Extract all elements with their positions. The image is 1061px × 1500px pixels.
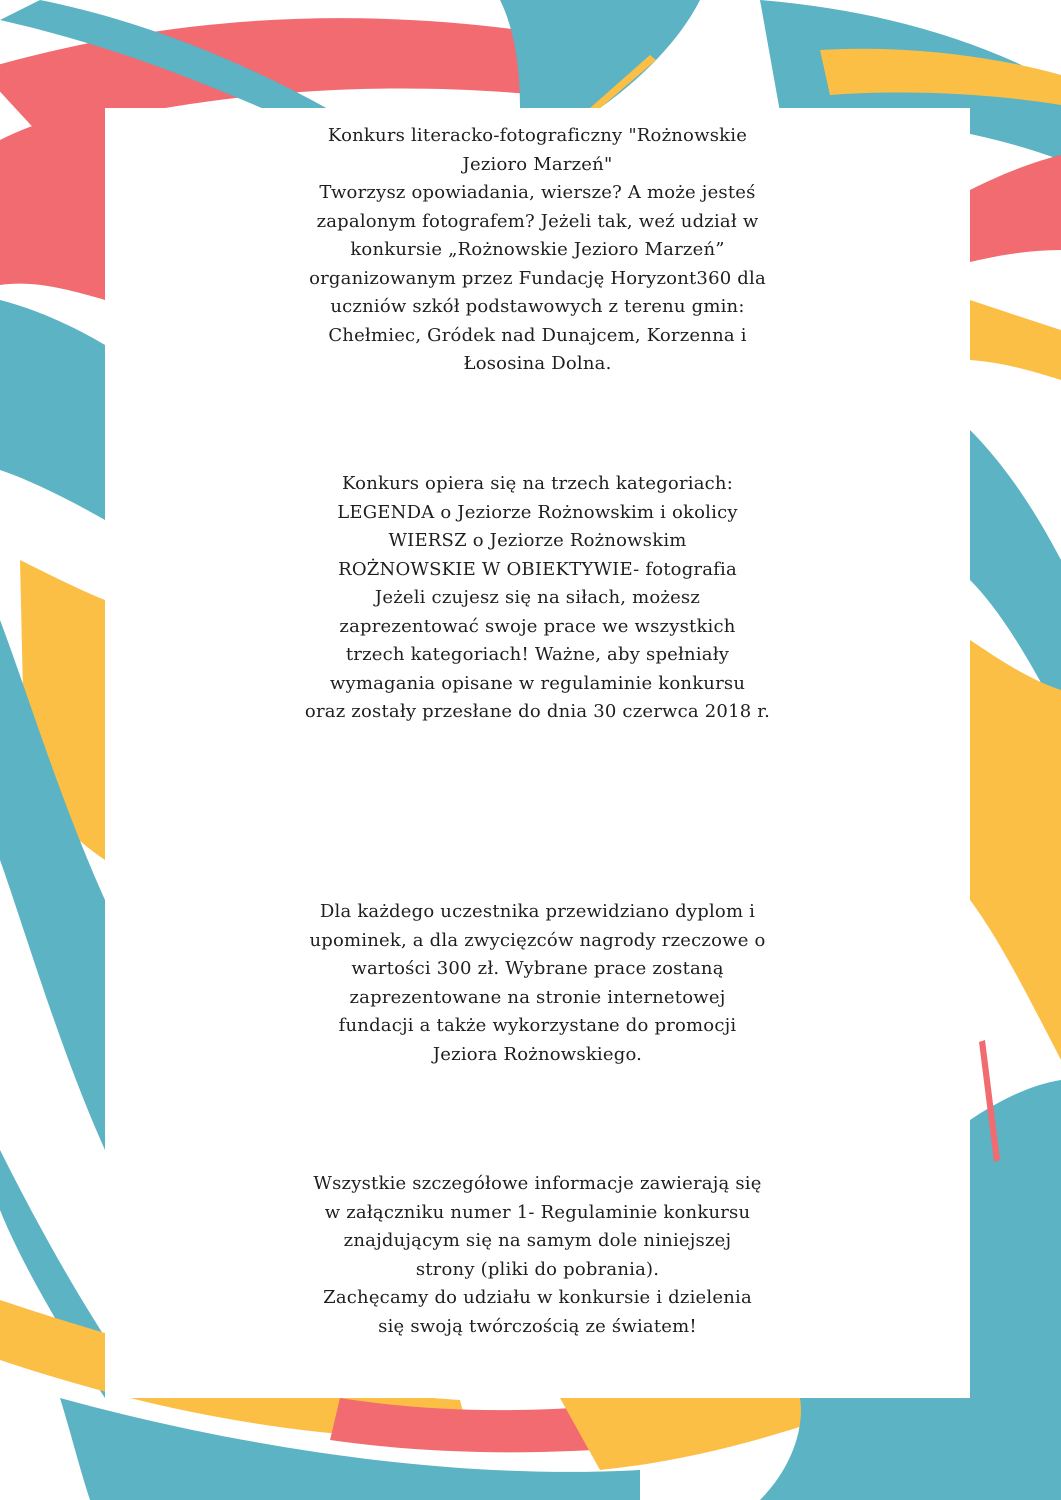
details-line: Wszystkie szczegółowe informacje zawierają się xyxy=(313,1173,762,1194)
categories-line: trzech kategoriach! Ważne, aby spełniały xyxy=(345,644,730,665)
yellow-stroke-right-upper xyxy=(970,300,1061,380)
intro-line: zapalonym fotografem? Jeżeli tak, weź udział w xyxy=(316,210,759,232)
yellow-stroke-right xyxy=(970,640,1061,1060)
categories-line: Konkurs opiera się na trzech kategoriach: xyxy=(342,473,733,494)
prizes-line: fundacji a także wykorzystane do promocji xyxy=(338,1015,737,1036)
intro-line: uczniów szkół podstawowych z terenu gmin: xyxy=(330,296,745,317)
details-paragraph xyxy=(105,1170,970,1341)
prizes-paragraph xyxy=(105,898,970,1069)
intro-title-line: Konkurs literacko-fotograficzny "Rożnowskie xyxy=(327,125,748,146)
coral-stroke-left xyxy=(0,112,105,300)
details-line: strony (pliki do pobrania). xyxy=(415,1258,660,1280)
intro-line: organizowanym przez Fundację Horyzont360 dla xyxy=(309,267,766,289)
intro-line: Łososina Dolna. xyxy=(463,353,612,374)
prizes-line: zaprezentowane na stronie internetowej xyxy=(349,986,726,1008)
intro-line: konkursie „Rożnowskie Jezioro Marzeń” xyxy=(350,239,725,260)
content-panel xyxy=(105,108,970,1398)
categories-line: zaprezentować swoje prace we wszystkich xyxy=(339,615,736,637)
categories-paragraph xyxy=(105,470,970,727)
details-line: Zachęcamy do udziału w konkursie i dzielenia xyxy=(323,1287,752,1308)
details-line: się swoją twórczością ze światem! xyxy=(378,1315,697,1337)
categories-line: LEGENDA o Jeziorze Rożnowskim i okolicy xyxy=(337,501,738,523)
intro-title-line: Jezioro Marzeń" xyxy=(462,153,613,175)
prizes-line: wartości 300 zł. Wybrane prace zostaną xyxy=(351,958,724,979)
intro-line: Chełmiec, Gródek nad Dunajcem, Korzenna i xyxy=(328,324,747,346)
categories-line: ROŻNOWSKIE W OBIEKTYWIE- fotografia xyxy=(338,558,737,580)
categories-line: oraz zostały przesłane do dnia 30 czerwca 2018 r. xyxy=(304,701,771,722)
categories-line: WIERSZ o Jeziorze Rożnowskim xyxy=(388,530,687,551)
categories-line: Jeżeli czujesz się na siłach, możesz xyxy=(374,587,701,608)
prizes-line: Dla każdego uczestnika przewidziano dyplom i xyxy=(319,901,756,922)
teal-stroke-top-center xyxy=(500,0,700,108)
teal-stroke-left-upper xyxy=(0,300,105,520)
intro-paragraph xyxy=(105,122,970,379)
coral-stroke-right xyxy=(970,155,1061,262)
details-line: znajdującym się na samym dole niniejszej xyxy=(343,1230,732,1251)
prizes-line: Jeziora Rożnowskiego. xyxy=(432,1043,643,1065)
details-line: w załączniku numer 1- Regulaminie konkursu xyxy=(324,1201,751,1223)
categories-line: wymagania opisane w regulaminie konkursu xyxy=(329,672,746,694)
prizes-line: upominek, a dla zwycięzców nagrody rzeczowe o xyxy=(309,929,766,951)
intro-line: Tworzysz opowiadania, wiersze? A może jesteś xyxy=(319,182,756,203)
